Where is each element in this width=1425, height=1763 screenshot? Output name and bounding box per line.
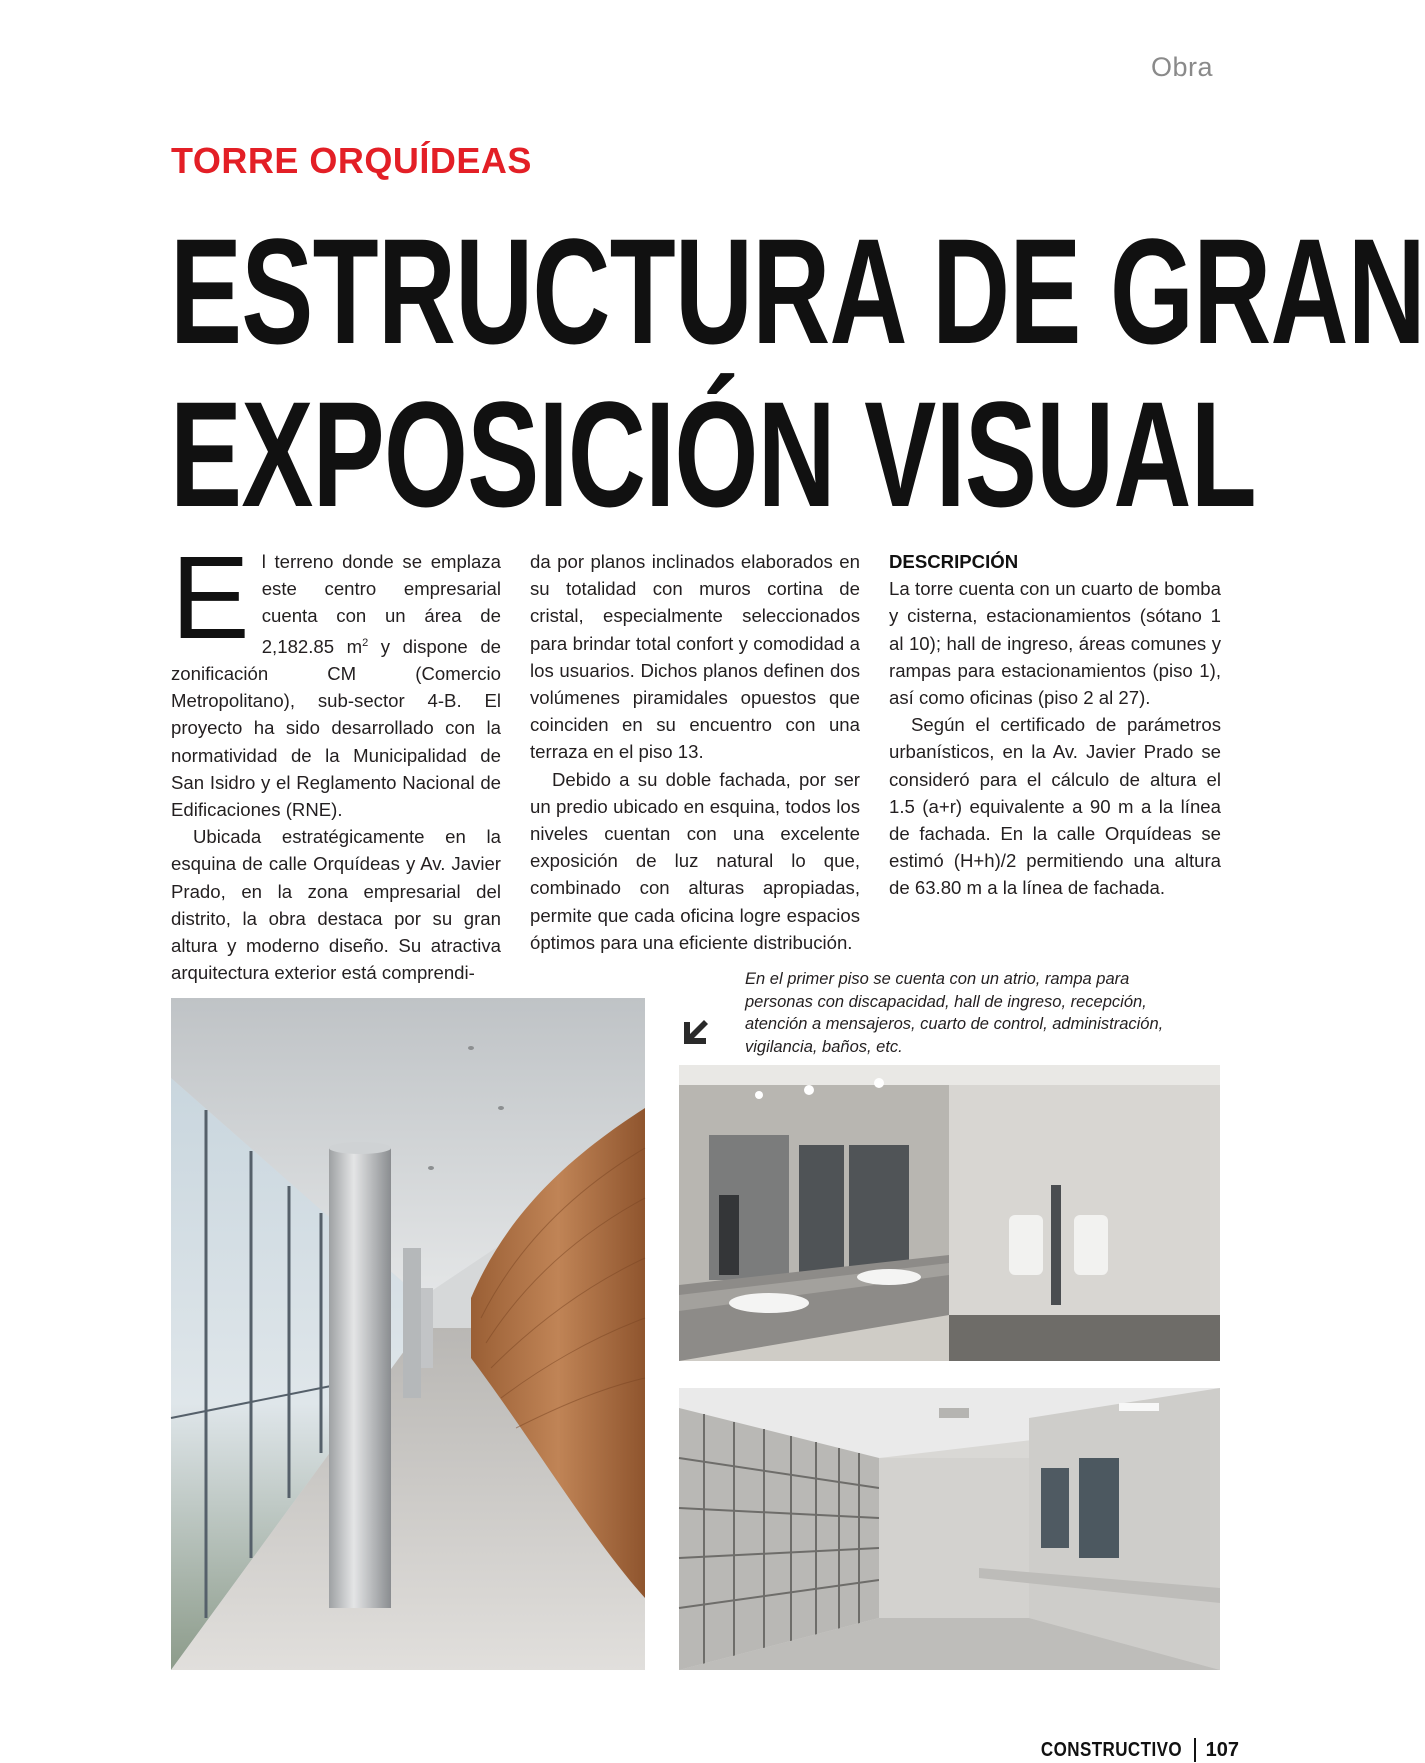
page-footer (1016, 1738, 1239, 1762)
section-tag: Obra (1150, 52, 1213, 82)
text-column-1 (171, 532, 501, 986)
magazine-name: CONSTRUCTIVO (1041, 1738, 1183, 1761)
footer-divider (1194, 1738, 1196, 1762)
arrow-down-left-icon (678, 1014, 714, 1050)
paragraph-location-continued: da por planos inclinados elaborados en su totalidad con muros cortina de cristal, especialmente seleccionados para brindar total confort y comodidad a los usuarios. Dichos planos definen dos volúmenes piramidales opuestos que coinciden en su encuentro con una terraza en el piso 13. (530, 551, 860, 763)
page-number: 107 (1205, 1738, 1239, 1761)
article-headline (170, 207, 1425, 538)
paragraph-intro-text: l terreno donde se emplaza este centro empresarial cuenta con un área de 2,182.85 m (261, 551, 501, 657)
paragraph-location: Ubicada estratégicamente en la esquina de calle Orquídeas y Av. Javier Prado, en la zona empresarial del distrito, la obra destaca por su gran altura y moderno diseño. Su atractiva arquitectura exterior está comprendi- (171, 826, 501, 984)
paragraph-intro (171, 532, 501, 823)
photo-restroom (679, 1065, 1220, 1361)
superscript: 2 (362, 636, 369, 649)
headline-line-2: EXPOSICIÓN VISUAL (170, 370, 1256, 538)
headline-line-1: ESTRUCTURA DE GRAN (170, 207, 1425, 375)
photo-lobby (171, 998, 645, 1670)
paragraph-facade: Debido a su doble fachada, por ser un predio ubicado en esquina, todos los niveles cuentan con una excelente exposición de luz natural lo que, combinado con alturas apropiadas, permite que cada oficina logre espacios óptimos para una eficiente distribución. (530, 768, 860, 953)
drop-cap: E (171, 532, 250, 664)
subhead-descripcion: DESCRIPCIÓN (889, 551, 1019, 572)
photo-lockers (679, 1388, 1220, 1670)
photo-caption: En el primer piso se cuenta con un atrio, rampa para personas con discapacidad, hall de ingreso, recepción, atención a mensajeros, cuarto de control, administración, vigilancia, baños, etc. (745, 970, 1164, 1056)
paragraph-description: La torre cuenta con un cuarto de bomba y cisterna, estacionamientos (sótano 1 al 10); hall de ingreso, áreas comunes y rampas para estacionamientos (piso 1), así como oficinas (piso 2 al 27). (889, 578, 1221, 709)
text-column-3 (889, 548, 1221, 902)
paragraph-intro-text-end: y dispone de zonificación CM (Comercio Metropolitano), sub-sector 4-B. El proyecto ha sido desarrollado con la normatividad de la Municipalidad de San Isidro y el Reglamento Nacional de Edificaciones (RNE). (171, 635, 501, 821)
article-kicker: TORRE ORQUÍDEAS (171, 140, 532, 181)
text-column-2 (530, 548, 860, 956)
paragraph-parameters: Según el certificado de parámetros urbanísticos, en la Av. Javier Prado se consideró para el cálculo de altura el 1.5 (a+r) equivalente a 90 m a la línea de fachada. En la calle Orquídeas se estimó (H+h)/2 permitiendo una altura de 63.80 m a la línea de fachada. (889, 714, 1221, 899)
